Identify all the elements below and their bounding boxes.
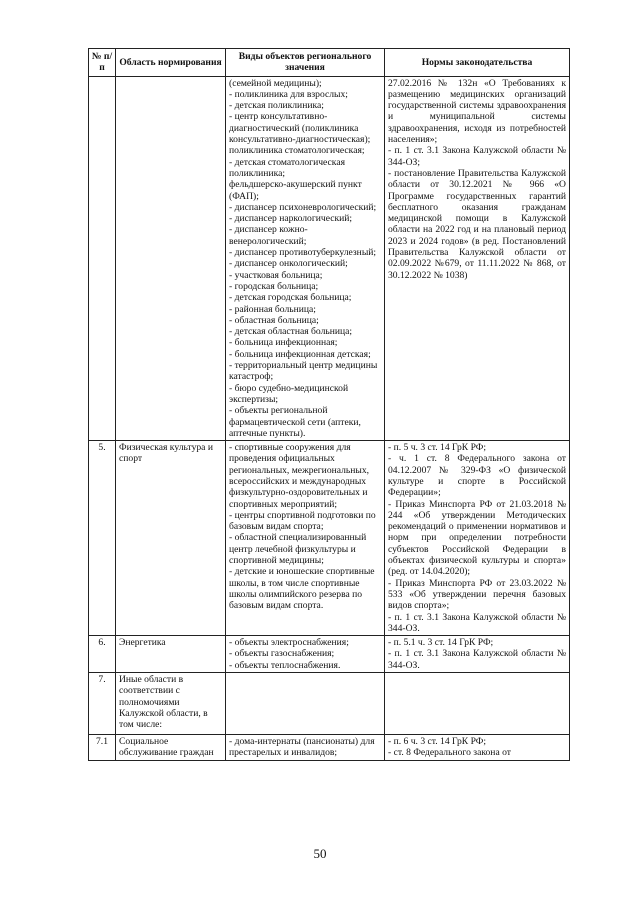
object-type-item: - детская поликлиника; (229, 100, 324, 112)
legal-norm-item: - постановление Правительства Калужской области от 30.12.2021 № 966 «О Программе государственных гарантий бесплатного оказания гражданам медицинской помощи в Калужской области на 2022 год и на плановый период 2023 и 2024 годов» (в ред. Постановлений Правительства Калужской области от 02.09.2022 №679, от 11.11.2022 № 868, от 30.12.2022 № 1038) (388, 167, 566, 281)
legal-norm-item: - п. 5 ч. 3 ст. 14 ГрК РФ; (388, 442, 487, 454)
legal-norm-item: 27.02.2016 № 132н «О Требованиях к размещению медицинских организаций государственной системы здравоохранения и муниципальной системы здравоохранения, исходя из потребностей населения»; (388, 77, 566, 146)
row-legal-norms (385, 76, 570, 441)
header-num: № п/п (89, 49, 116, 77)
object-type-item: - поликлиника для взрослых; (229, 88, 348, 100)
legal-norm-item: - Приказ Минспорта РФ от 21.03.2018 № 244 «Об утверждении Методических рекомендаций о применении нормативов и норм при определении потребности субъектов Российской Федерации в объектах физической культуры и спорта» (ред. от 14.04.2020); (388, 498, 566, 578)
object-type-item: - центр консультативно-диагностический (поликлиника консультативно-диагностическая); (229, 111, 371, 146)
row-area: Физическая культура и спорт (116, 441, 226, 636)
page-number: 50 (313, 846, 327, 861)
object-type-item: - детская областная больница; (229, 326, 353, 338)
row-area: Социальное обслуживание граждан (116, 735, 226, 761)
object-type-item: - детская стоматологическая поликлиника; (229, 156, 345, 179)
object-type-item: - спортивные сооружения для проведения официальных региональных, межрегиональных, всероссийских и международных физкультурно-оздоровительных и спортивных мероприятий; (229, 442, 370, 510)
object-type-item: - больница инфекционная; (229, 337, 338, 349)
row-object-types (226, 636, 385, 673)
object-type-item: - объекты газоснабжения; (229, 648, 335, 660)
object-type-item: - бюро судебно-медицинской экспертизы; (229, 382, 349, 405)
table-row (89, 673, 570, 735)
row-number: 5. (89, 441, 116, 636)
row-number (89, 76, 116, 441)
table-body (89, 76, 570, 760)
row-area: Энергетика (116, 636, 226, 673)
table-header-row (89, 49, 570, 77)
row-number: 6. (89, 636, 116, 673)
legal-norm-item: - ст. 8 Федерального закона от (388, 747, 511, 759)
object-type-item: - диспансер противотуберкулезный; (229, 247, 377, 259)
object-type-item: - областной специализированный центр лечебной физкультуры и спортивной медицины; (229, 532, 367, 567)
object-type-item: - детские и юношеские спортивные школы, в том числе спортивные школы олимпийского резерва по базовым видам спорта. (229, 566, 375, 612)
row-legal-norms (385, 636, 570, 673)
object-type-item: - диспансер онкологический; (229, 258, 348, 270)
legal-norm-item: - Приказ Минспорта РФ от 23.03.2022 № 533 «Об утверждении перечня базовых видов спорта»; (388, 577, 566, 612)
object-type-item: - дома-интернаты (пансионаты) для престарелых и инвалидов; (229, 736, 375, 759)
object-type-item: - больница инфекционная детская; (229, 348, 371, 360)
object-type-item: - районная больница; (229, 303, 316, 315)
legal-norm-item: - п. 1 ст. 3.1 Закона Калужской области № 344-ОЗ. (388, 648, 566, 671)
object-type-item: - объекты теплоснабжения. (229, 659, 341, 671)
object-type-item: - детская городская больница; (229, 292, 352, 304)
object-type-item: - областная больница; (229, 314, 319, 326)
object-type-item: фельдшерско-акушерский пункт (ФАП); (229, 179, 362, 202)
row-number: 7.1 (89, 735, 116, 761)
legal-norm-item: - п. 5.1 ч. 3 ст. 14 ГрК РФ; (388, 637, 494, 649)
object-type-item: поликлиника стоматологическая; (229, 145, 365, 157)
row-object-types (226, 76, 385, 441)
row-legal-norms (385, 735, 570, 761)
table-row (89, 735, 570, 761)
table-row (89, 441, 570, 636)
object-type-item: - диспансер психоневрологический; (229, 201, 377, 213)
object-type-item: - диспансер кожно-венерологический; (229, 224, 308, 247)
object-type-item: - участковая больница; (229, 269, 323, 281)
row-legal-norms (385, 673, 570, 735)
object-type-item: - диспансер наркологический; (229, 213, 353, 225)
row-area: Иные области в соответствии с полномочиями Калужской области, в том числе: (116, 673, 226, 735)
header-area: Область нормирования (116, 49, 226, 77)
object-type-item: - территориальный центр медицины катастроф; (229, 360, 378, 383)
row-area (116, 76, 226, 441)
regulation-table (88, 48, 570, 761)
row-object-types (226, 441, 385, 636)
header-norms: Нормы законодательства (385, 49, 570, 77)
legal-norm-item: - ч. 1 ст. 8 Федерального закона от 04.12.2007 № 329-ФЗ «О физической культуре и спорте в Российской Федерации»; (388, 453, 566, 499)
row-legal-norms (385, 441, 570, 636)
object-type-item: - центры спортивной подготовки по базовым видам спорта; (229, 509, 376, 533)
legal-norm-item: - п. 1 ст. 3.1 Закона Калужской области № 344-ОЗ; (388, 145, 566, 168)
object-type-item: (семейной медицины); (229, 77, 322, 89)
object-type-item: - городская больница; (229, 280, 319, 292)
object-type-item: - объекты электроснабжения; (229, 637, 349, 649)
legal-norm-item: - п. 6 ч. 3 ст. 14 ГрК РФ; (388, 736, 487, 748)
table-row (89, 76, 570, 441)
row-number: 7. (89, 673, 116, 735)
row-object-types (226, 673, 385, 735)
table-row (89, 636, 570, 673)
header-types: Виды объектов регионального значения (226, 49, 385, 77)
object-type-item: - объекты региональной фармацевтической сети (аптеки, аптечные пункты). (229, 405, 361, 439)
legal-norm-item: - п. 1 ст. 3.1 Закона Калужской области № 344-ОЗ. (388, 611, 566, 634)
row-object-types (226, 735, 385, 761)
